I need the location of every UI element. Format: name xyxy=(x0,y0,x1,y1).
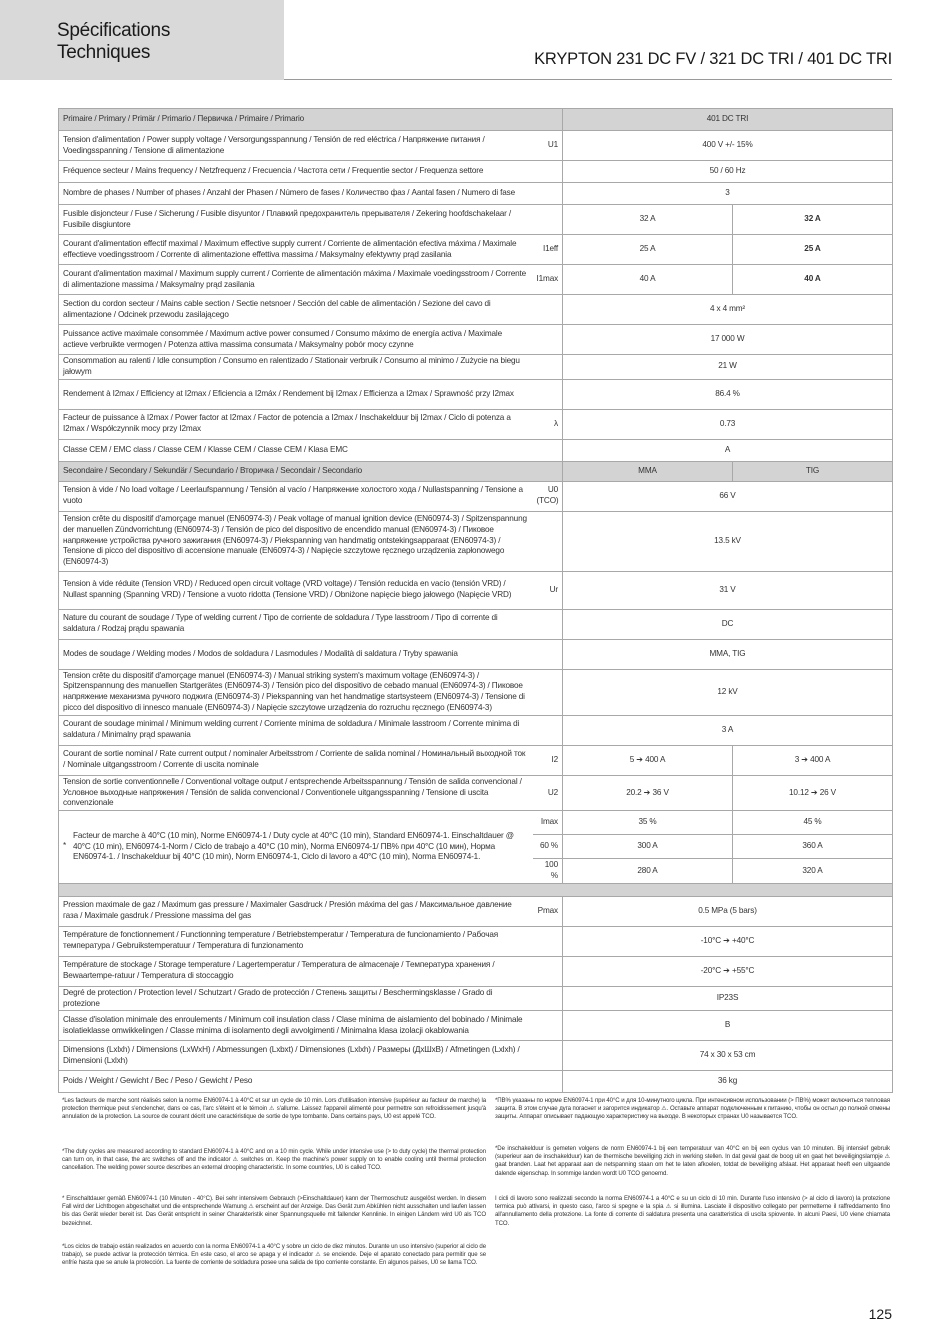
spec-symbol xyxy=(533,235,563,265)
spec-label: Puissance active maximale consommée / Maximum active power consumed / Consumo máximo de energía activa / Maximale actieve verbruikte vermogen / Potenza attiva massima consumata / Maksymalny pobór mocy czynne xyxy=(59,325,533,355)
spec-value-2: 25 A xyxy=(733,235,893,265)
table-row xyxy=(59,481,893,511)
spec-value: 0.5 MPa (5 bars) xyxy=(563,896,893,926)
spec-value: 50 / 60 Hz xyxy=(563,161,893,183)
spec-label: Tension à vide / No load voltage / Leerlaufspannung / Tensión al vacío / Напряжение холостого хода / Nullastspanning / Tensione a vuoto xyxy=(59,481,533,511)
table-row xyxy=(59,131,893,161)
table-row xyxy=(59,896,893,926)
mma-column-header: MMA xyxy=(563,461,733,481)
table-row xyxy=(59,669,893,715)
footnote-left: *The duty cycles are measured according to standard EN60974-1 à 40°C and on a 10 min cycle. While under intensive use (> to duty cycle) the thermal protection can turn on, in that case, the arc switches off and the indicator ⚠ switches on. Keep the machine's power supply on to enable cooling until thermal protection cancellation. The welding power source describes an external drooping characteristic. In some countries, U0 is called TCO. xyxy=(62,1148,486,1172)
spec-symbol xyxy=(533,295,563,325)
spec-symbol xyxy=(533,609,563,639)
spec-value: DC xyxy=(563,609,893,639)
spec-symbol xyxy=(533,715,563,745)
table-row xyxy=(59,775,893,810)
spec-value: IP23S xyxy=(563,986,893,1011)
spec-value: 3 A xyxy=(563,715,893,745)
table-row xyxy=(59,355,893,380)
page-title-line1: Spécifications xyxy=(57,20,171,41)
spec-label: Courant de soudage minimal / Minimum welding current / Corriente mínima de soldadura / Minimale lasstroom / Corrente minima di saldatura / Minimalny prąd spawania xyxy=(59,715,533,745)
spec-label: Classe d'isolation minimale des enroulements / Minimum coil insulation class / Clase mínima de aislamiento del bobinado / Minimale isolatieklasse omwikkelingen / Classe minima di isolamento degli avvolgimenti / Minimalna klasa izolacji okablowania xyxy=(59,1011,533,1041)
duty-mma-value: 280 A xyxy=(563,859,733,884)
spec-value-1: 40 A xyxy=(563,265,733,295)
spec-label: Courant d'alimentation effectif maximal / Maximum effective supply current / Corriente de alimentación efectiva máxima / Maximale effectieve voedingsstroom / Corrente di alimentazione effettiva massima / Maksymalny efektywny prąd zasilania xyxy=(59,235,533,265)
section-label: Secondaire / Secondary / Sekundär / Secundario / Вторичка / Secondair / Secondario xyxy=(59,461,563,481)
spec-symbol xyxy=(533,481,563,511)
spec-symbol xyxy=(533,161,563,183)
spec-value: 66 V xyxy=(563,481,893,511)
table-row xyxy=(59,1071,893,1093)
section-label: Primaire / Primary / Primär / Primario / Первичка / Primaire / Primario xyxy=(59,109,563,131)
table-row xyxy=(59,295,893,325)
table-row xyxy=(59,571,893,609)
spec-value: 400 V +/- 15% xyxy=(563,131,893,161)
spec-symbol xyxy=(533,926,563,956)
symbol-line: U2 xyxy=(547,787,558,797)
spec-label: Section du cordon secteur / Mains cable section / Sectie netsnoer / Sección del cable de alimentación / Sezione del cavo di alimentazione / Odcinek przewodu zasilającego xyxy=(59,295,533,325)
spec-symbol xyxy=(533,183,563,205)
spec-label: Tension à vide réduite (Tension VRD) / Reduced open circuit voltage (VRD voltage) / Tensión reducida en vacío (tensión VRD) / Nullast spanning (Spanning VRD) / Tensione a vuoto ridotta (Tensione VRD) / Obniżone napięcie biego jałowego (Napięcie VRD) xyxy=(59,571,533,609)
secondary-header xyxy=(59,461,893,481)
spec-value-2: 32 A xyxy=(733,205,893,235)
duty-tig-value: 45 % xyxy=(733,811,893,835)
spec-label: Nombre de phases / Number of phases / Anzahl der Phasen / Número de fases / Количество фаз / Aantal fasen / Numero di fase xyxy=(59,183,533,205)
page-title-line2: Techniques xyxy=(57,42,151,63)
spec-symbol xyxy=(533,1041,563,1071)
spec-label: Classe CEM / EMC class / Classe CEM / Klasse CEM / Classe CEM / Klasa EMC xyxy=(59,439,533,461)
footnote-right: *ПВ% указаны по норме EN60974-1 при 40°C и для 10-минутного цикла. При интенсивном использовании (> ПВ%) может включиться тепловая защита. В этом случае дуга погаснет и загорится индикатор ⚠. Оставьте аппарат подключенным к питанию, чтобы он остыл до полной отмены защиты. Аппарат описывает падающую характеристику на выходе. В некоторых странах U0 называется TCO. xyxy=(495,1097,890,1121)
spec-value: 17 000 W xyxy=(563,325,893,355)
spec-symbol xyxy=(533,986,563,1011)
footnote-right: *De inschakelduur is gemeten volgens de norm EN60974-1 bij een temperatuur van 40°C en bij een cyclus van 10 minuten. Bij intensief gebruik (superieur aan de inschakelduur) kan de thermische beveiliging zich in werking stellen. In dat geval gaat de boog uit en gaat het beveiligingslampje ⚠ gaat branden. Laat het apparaat aan de netspanning staan om het te laten afkoelen, totdat de beveiliging afslaat. Het apparaat heeft een uitgaande dalende eigenschap. In sommige landen wordt U0 TCO genoemd. xyxy=(495,1145,890,1177)
symbol-line: U1 xyxy=(547,140,558,150)
spec-value-1: 5 ➔ 400 A xyxy=(563,745,733,775)
spec-symbol xyxy=(533,745,563,775)
spec-symbol xyxy=(533,409,563,439)
symbol-line: Pmax xyxy=(537,905,558,915)
table-row xyxy=(59,609,893,639)
table-row xyxy=(59,1041,893,1071)
duty-tig-value: 320 A xyxy=(733,859,893,884)
duty-cycle-note xyxy=(59,811,533,884)
table-row xyxy=(59,325,893,355)
table-row xyxy=(59,639,893,669)
table-row xyxy=(59,511,893,571)
spec-symbol xyxy=(533,1011,563,1041)
spec-label: Tension d'alimentation / Power supply voltage / Versorgungsspannung / Tensión de red eléctrica / Напряжение питания / Voedingsspanning / Tensione di alimentazione xyxy=(59,131,533,161)
spec-value: 3 xyxy=(563,183,893,205)
spec-label: Pression maximale de gaz / Maximum gas pressure / Maximaler Gasdruck / Presión máxima del gas / Максимальное давление газа / Maximale gasdruk / Pressione massima del gas xyxy=(59,896,533,926)
table-row xyxy=(59,235,893,265)
primary-header xyxy=(59,109,893,131)
spec-symbol xyxy=(533,571,563,609)
spec-symbol xyxy=(533,439,563,461)
duty-mma-value: 300 A xyxy=(563,835,733,859)
table-row xyxy=(59,715,893,745)
spec-value-1: 20.2 ➔ 36 V xyxy=(563,775,733,810)
spec-symbol xyxy=(533,775,563,810)
spec-value: 21 W xyxy=(563,355,893,380)
footnote-left: * Einschaltdauer gemäß EN60974-1 (10 Minuten - 40°C). Bei sehr intensivem Gebrauch (>Einschaltdauer) kann der Thermoschutz ausgelöst werden. In diesem Fall wird der Lichtbogen abgeschaltet und die entsprechende Warnung ⚠ erscheint auf der Anzeige. Das Gerät zum Abkühlen nicht ausschalten und laufen lassen bis das Gerät wieder bereit ist. Das Gerät entspricht in seiner Charakteristik einer Spannungsquelle mit fallender Kennlinie. In einigen Ländern wird U0 als TCO bezeichnet. xyxy=(62,1195,486,1227)
spec-label: Rendement à I2max / Efficiency at I2max / Eficiencia a I2máx / Rendement bij I2max / Efficienza a I2max / Sprawność przy I2max xyxy=(59,379,533,409)
spec-symbol xyxy=(533,325,563,355)
header-divider xyxy=(284,79,892,80)
table-row xyxy=(59,439,893,461)
spec-label: Nature du courant de soudage / Type of welding current / Tipo de corriente de soldadura / Type lasstroom / Tipo di corrente di saldatura / Rodzaj prądu spawania xyxy=(59,609,533,639)
spec-label: Courant d'alimentation maximal / Maximum supply current / Corriente de alimentación máxima / Maximale voedingsstroom / Corrente di alimentazione massima / Maksymalny prąd zasilania xyxy=(59,265,533,295)
spec-symbol xyxy=(533,511,563,571)
spec-label: Consommation au ralenti / Idle consumption / Consumo en ralentizado / Stationair verbruik / Consumo al minimo / Zużycie na biegu jałowym xyxy=(59,355,533,380)
spec-symbol xyxy=(533,639,563,669)
duty-label: Imax xyxy=(533,811,563,835)
duty-label: 60 % xyxy=(533,835,563,859)
spec-label: Fusible disjoncteur / Fuse / Sicherung / Fusible disyuntor / Плавкий предохранитель прерывателя / Zekering hoofdschakelaar / Fusibile disgiuntore xyxy=(59,205,533,235)
spec-label: Tension crête du dispositif d'amorçage manuel (EN60974-3) / Peak voltage of manual ignition device (EN60974-3) / Spitzenspannung der manuellen Zündvorrichtung (EN60974-3) / Tensión de pico del dispositivo de encendido manual (EN60974-3) / Пиковое напряжение устройства ручного зажигания (EN60974-3) / Piekspanning van handmatig ontstekingsapparaat (EN60974-3) / Tensione di picco del dispositivo di accensione manuale (EN60974-3) / Napięcie szczytowe ręcznego urządzenia zapłonowego (EN60974-3) xyxy=(59,511,533,571)
spec-label: Tension de sortie conventionnelle / Conventional voltage output / entsprechende Arbeitsspannung / Tensión de salida convencional / Условное выходные напряжения / Tensión de salida convencional / Conventionele uitgangsspanning / Tensione di uscita convenzionale xyxy=(59,775,533,810)
spec-symbol xyxy=(533,379,563,409)
spec-symbol xyxy=(533,669,563,715)
asterisk: * xyxy=(63,840,67,850)
spec-symbol xyxy=(533,896,563,926)
symbol-line: I2 xyxy=(551,754,558,764)
spec-value: -10°C ➔ +40°C xyxy=(563,926,893,956)
spec-label: Degré de protection / Protection level / Schutzart / Grado de protección / Степень защиты / Beschermingsklasse / Grado di protezione xyxy=(59,986,533,1011)
table-row xyxy=(59,745,893,775)
symbol-line: U0 xyxy=(547,485,558,495)
model-column-header: 401 DC TRI xyxy=(563,109,893,131)
duty-note-wrap xyxy=(63,831,529,863)
duty-tig-value: 360 A xyxy=(733,835,893,859)
spec-value-2: 3 ➔ 400 A xyxy=(733,745,893,775)
footnote-left: *Los ciclos de trabajo están realizados en acuerdo con la norma EN60974-1 a 40°C y sobre un ciclo de diez minutos. Durante un uso intensivo (superior al ciclo de trabajo), se puede activar la protección térmica. En este caso, el arco se apaga y el indicador ⚠ se enciende. Deje el aparato conectado para permitir que se enfríe hasta que se anule la protección. La fuente de corriente de soldadura posee una salida de tipo corriente constante. En algunos países, U0 se llama TCO. xyxy=(62,1243,486,1267)
spec-value: 4 x 4 mm² xyxy=(563,295,893,325)
table-row xyxy=(59,265,893,295)
spec-symbol xyxy=(533,131,563,161)
spec-value: 0.73 xyxy=(563,409,893,439)
spec-value-1: 32 A xyxy=(563,205,733,235)
table-row xyxy=(59,183,893,205)
spec-label: Facteur de puissance à I2max / Power factor at I2max / Factor de potencia a I2max / Inschakelduur bij I2max / Ciclo di potenza a I2max / Współczynnik mocy przy I2max xyxy=(59,409,533,439)
table-row xyxy=(59,956,893,986)
table-row xyxy=(59,379,893,409)
spec-label: Modes de soudage / Welding modes / Modos de soldadura / Lasmodules / Modalità di saldatura / Tryby spawania xyxy=(59,639,533,669)
duty-label: 100 % xyxy=(533,859,563,884)
spacer-cell xyxy=(59,883,893,896)
table-row xyxy=(59,205,893,235)
table-row xyxy=(59,161,893,183)
spec-value: 86.4 % xyxy=(563,379,893,409)
duty-note-text: Facteur de marche à 40°C (10 min), Norme EN60974-1 / Duty cycle at 40°C (10 min), Standard EN60974-1. Einschaltdauer @ 40°C (10 min), EN60974-1-Norm / Ciclo de trabajo a 40°C (10 min), Norma EN60974-1/ ПВ% при 40°C (10 мин), Норма EN60974-1. / Inschakelduur bij 40°C (10 min), Norm EN60974-1, Ciclo di lavoro a 40°C (10 min), Norma EN60974-1. xyxy=(73,830,514,862)
spec-value: MMA, TIG xyxy=(563,639,893,669)
table-row xyxy=(59,409,893,439)
spec-value: 13.5 kV xyxy=(563,511,893,571)
spec-symbol xyxy=(533,265,563,295)
spec-value: A xyxy=(563,439,893,461)
table-row xyxy=(59,1011,893,1041)
duty-mma-value: 35 % xyxy=(563,811,733,835)
spec-value: 36 kg xyxy=(563,1071,893,1093)
spec-value: 12 kV xyxy=(563,669,893,715)
spec-table xyxy=(58,108,893,1093)
model-heading: KRYPTON 231 DC FV / 321 DC TRI / 401 DC TRI xyxy=(534,50,892,68)
footnote-left: *Les facteurs de marche sont réalisés selon la norme EN60974-1 à 40°C et sur un cycle de 10 min. Lors d'utilisation intensive (supérieur au facteur de marche) la protection thermique peut s'enclencher, dans ce cas, l'arc s'éteint et le témoin ⚠ s'allume. Laissez l'appareil alimenté pour permettre son refroidissement jusqu'à annulation de la protection. La source de courant décrit une caractéristique de sortie de type tombante. Dans certains pays, U0 est appelé TCO. xyxy=(62,1097,486,1121)
symbol-line: λ xyxy=(554,418,558,428)
spec-symbol xyxy=(533,205,563,235)
spec-value: 31 V xyxy=(563,571,893,609)
spec-value: -20°C ➔ +55°C xyxy=(563,956,893,986)
spec-symbol xyxy=(533,956,563,986)
symbol-line: (TCO) xyxy=(536,496,559,506)
duty-row xyxy=(59,811,893,835)
page-number: 125 xyxy=(868,1306,892,1322)
title-block xyxy=(0,0,284,80)
symbol-line: I1eff xyxy=(542,244,558,254)
spec-label: Dimensions (Lxlxh) / Dimensions (LxWxH) / Abmessungen (Lxbxt) / Dimensiones (Lxlxh) / Размеры (ДxШxВ) / Afmetingen (Lxlxh) / Dimensioni (Lxlxh) xyxy=(59,1041,533,1071)
spec-value: B xyxy=(563,1011,893,1041)
tig-column-header: TIG xyxy=(733,461,893,481)
symbol-line: Ur xyxy=(549,584,558,594)
spec-label: Poids / Weight / Gewicht / Bec / Peso / Gewicht / Peso xyxy=(59,1071,533,1093)
spec-value-2: 40 A xyxy=(733,265,893,295)
table-row xyxy=(59,926,893,956)
spec-label: Température de stockage / Storage temperature / Lagertemperatur / Temperatura de almacenaje / Температура хранения / Bewaartempe-ratuur / Temperatura di stoccaggio xyxy=(59,956,533,986)
spec-value: 74 x 30 x 53 cm xyxy=(563,1041,893,1071)
spec-label: Tension crête du dispositif d'amorçage manuel (EN60974-3) / Manual striking system's maximum voltage (EN60974-3) / Spitzenspannung des manuellen Startgerätes (EN60974-3) / Tensión pico del dispositivo de cebado manual (EN60974-3) / Пиковое напряжение механизма ручного поджига (EN60974-3) / Piekspanning van het handmatige startsysteem (EN60974-3) / Tensione di picco del dispositivo di innesco manuale (EN60974-3) / Napięcie szczytowe urządzenia do rozruchu ręcznego (EN60974-3) xyxy=(59,669,533,715)
spec-value-1: 25 A xyxy=(563,235,733,265)
spec-label: Courant de sortie nominal / Rate current output / nominaler Arbeitsstrom / Corriente de salida nominal / Номинальный выходной ток / Nominale uitgangsstroom / Corrente di uscita nominale xyxy=(59,745,533,775)
spec-label: Température de fonctionnement / Functionning temperature / Betriebstemperatur / Temperatura de funcionamiento / Рабочая температура / Gebruikstemperatuur / Temperatura di funzionamento xyxy=(59,926,533,956)
footnote-right: I cicli di lavoro sono realizzati secondo la norma EN60974-1 a 40°C e su un ciclo di 10 min. Durante l'uso intensivo (> al ciclo di lavoro) la protezione termica può attivarsi, in questo caso, l'arco si spegne e la spia ⚠ si illumina. Lasciate il dispositivo collegato per permetterne il raffreddamento fino all'annullamento della protezione. La fonte di corrente di saldatura presenta una caratteristica di uscita spiovente. In alcuni Paesi, U0 viene chiamata TCO. xyxy=(495,1195,890,1227)
symbol-line: I1max xyxy=(536,274,559,284)
table-row xyxy=(59,986,893,1011)
section-spacer xyxy=(59,883,893,896)
spec-value-2: 10.12 ➔ 26 V xyxy=(733,775,893,810)
spec-symbol xyxy=(533,355,563,380)
spec-symbol xyxy=(533,1071,563,1093)
spec-label: Fréquence secteur / Mains frequency / Netzfrequenz / Frecuencia / Частота сети / Frequentie sector / Frequenza settore xyxy=(59,161,533,183)
